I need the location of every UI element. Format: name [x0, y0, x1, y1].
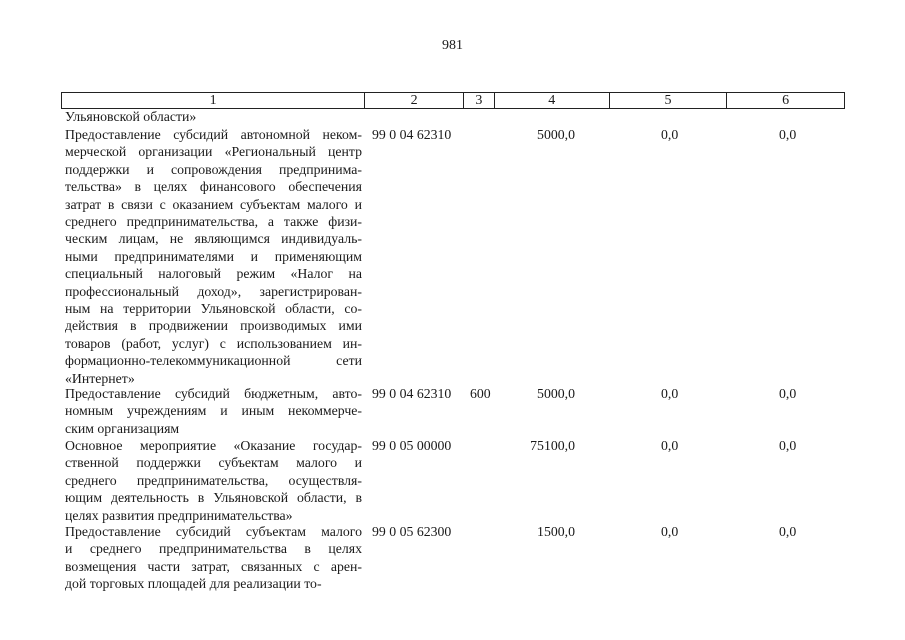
- description-line: товаров (работ, услуг) с использованием ин-: [65, 335, 362, 351]
- description-line: поддержки и сопровождения предпринима-: [65, 161, 362, 177]
- description-line: номным учреждениям и иным некоммерче-: [65, 403, 362, 419]
- amount-col-6: 0,0: [779, 127, 797, 142]
- expense-type-code: 600: [470, 386, 491, 401]
- description-line: дой торговых площадей для реализации то-: [65, 576, 322, 592]
- row-description: [65, 385, 362, 437]
- continuation-line: Ульяновской области»: [65, 109, 197, 124]
- amount-col-4: 75100,0: [530, 438, 575, 453]
- description-line: целях развития предпринимательства»: [65, 507, 293, 523]
- amount-col-6: 0,0: [779, 386, 797, 401]
- budget-code: 99 0 05 62300: [372, 524, 452, 539]
- table-header-row: [61, 92, 845, 109]
- description-line: тельства» в целях финансового обеспечения: [65, 179, 362, 195]
- budget-code: 99 0 04 62310: [372, 127, 452, 142]
- row-description: [65, 437, 362, 524]
- description-line: формационно-телекоммуникационной сети: [65, 353, 362, 369]
- amount-col-4: 5000,0: [537, 127, 575, 142]
- description-line: среднего предпринимательства, осуществля-: [65, 472, 362, 488]
- description-line: ющим деятельность в Ульяновской области, в: [65, 490, 362, 506]
- description-line: возмещения части затрат, связанных с арен-: [65, 558, 362, 574]
- description-line: и среднего предпринимательства в целях: [65, 541, 362, 557]
- description-line: Предоставление субсидий субъектам малого: [65, 524, 362, 539]
- header-col-5: 5: [610, 93, 728, 108]
- amount-col-5: 0,0: [661, 438, 679, 453]
- continuation-text: [65, 108, 362, 125]
- row-description: [65, 126, 362, 387]
- amount-col-5: 0,0: [661, 127, 679, 142]
- description-line: затрат в связи с оказанием субъектам малого и: [65, 196, 362, 212]
- description-line: ным на территории Ульяновской области, со-: [65, 301, 362, 317]
- description-line: Предоставление субсидий бюджетным, авто-: [65, 386, 362, 401]
- amount-col-5: 0,0: [661, 386, 679, 401]
- header-col-3: 3: [464, 93, 495, 108]
- description-line: среднего предпринимательства, а также физи-: [65, 214, 362, 230]
- description-line: мерческой организации «Региональный центр: [65, 144, 362, 160]
- description-line: действия в продвижении производимых ими: [65, 318, 362, 334]
- budget-code: 99 0 04 62310: [372, 386, 452, 401]
- amount-col-4: 1500,0: [537, 524, 575, 539]
- description-line: ческим лицам, не являющимся индивидуаль-: [65, 231, 362, 247]
- amount-col-6: 0,0: [779, 438, 797, 453]
- header-col-2: 2: [365, 93, 464, 108]
- description-line: Предоставление субсидий автономной неком-: [65, 127, 362, 142]
- header-col-4: 4: [495, 93, 610, 108]
- description-line: ными предпринимателями и применяющим: [65, 248, 362, 264]
- description-line: специальный налоговый режим «Налог на: [65, 266, 362, 282]
- header-col-1: 1: [62, 93, 365, 108]
- description-line: Основное мероприятие «Оказание государ-: [65, 438, 362, 453]
- page-number: 981: [442, 38, 463, 53]
- amount-col-5: 0,0: [661, 524, 679, 539]
- row-description: [65, 523, 362, 593]
- description-line: «Интернет»: [65, 370, 135, 386]
- description-line: ственной поддержки субъектам малого и: [65, 455, 362, 471]
- budget-code: 99 0 05 00000: [372, 438, 452, 453]
- amount-col-4: 5000,0: [537, 386, 575, 401]
- description-line: ским организациям: [65, 420, 180, 436]
- amount-col-6: 0,0: [779, 524, 797, 539]
- description-line: профессиональный доход», зарегистрирован-: [65, 283, 362, 299]
- header-col-6: 6: [782, 93, 790, 108]
